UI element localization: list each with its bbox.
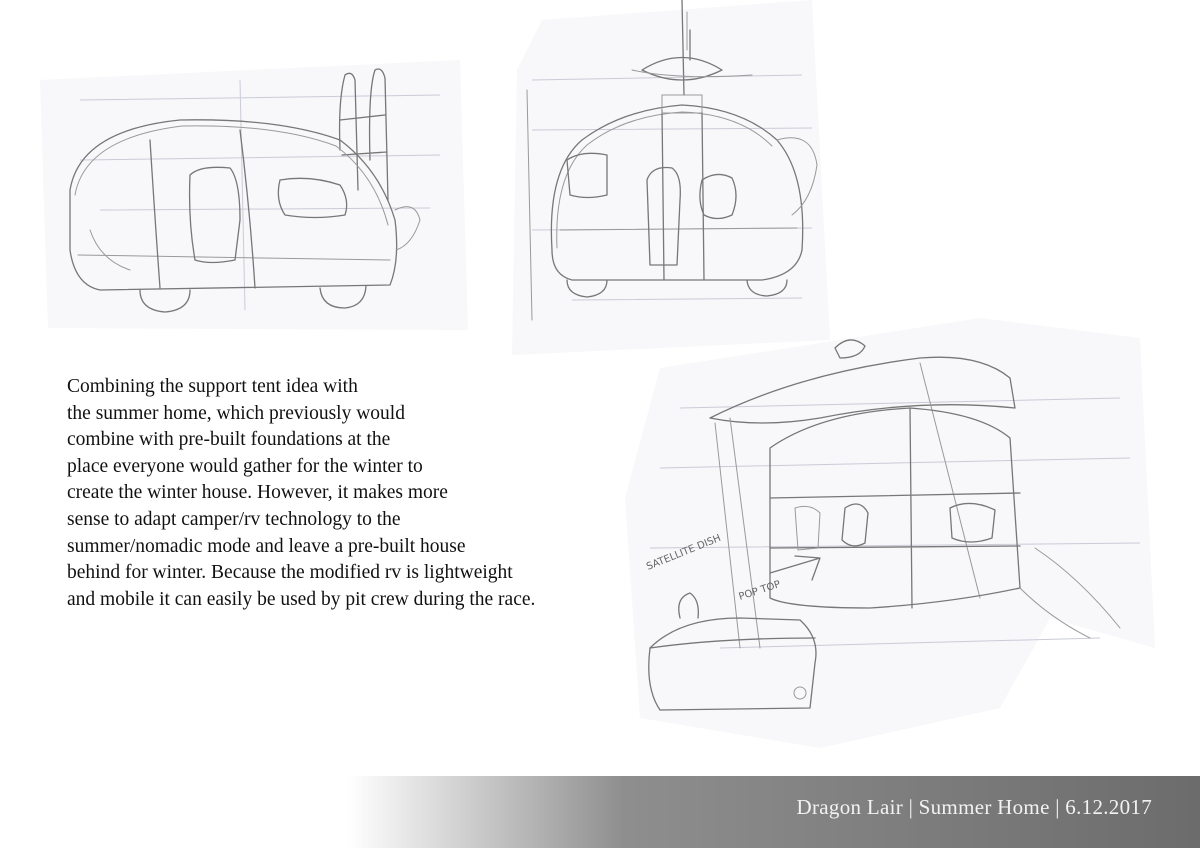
sketch-camper-rear-view — [512, 0, 842, 355]
sketch-camper-side-view — [40, 60, 470, 340]
footer-caption: Dragon Lair | Summer Home | 6.12.2017 — [796, 795, 1152, 819]
description-line-3: combine with pre-built foundations at the — [67, 429, 391, 451]
description-line-5: create the winter house. However, it makes more — [67, 482, 448, 504]
description-line-4: place everyone would gather for the winter to — [67, 455, 423, 477]
description-line-6: sense to adapt camper/rv technology to the — [67, 508, 401, 530]
description-line-8: behind for winter. Because the modified rv is lightweight — [67, 562, 513, 584]
camper-side-sketch-svg — [40, 60, 470, 340]
pop-top-label: POP TOP — [737, 579, 782, 603]
description-line-9: and mobile it can easily be used by pit crew during the race. — [67, 588, 536, 610]
description-line-2: the summer home, which previously would — [67, 402, 405, 424]
description-line-1: Combining the support tent idea with — [67, 376, 358, 397]
sketch-camper-perspective — [620, 318, 1160, 758]
camper-perspective-sketch-svg — [620, 318, 1160, 758]
paper-scrap — [512, 0, 830, 355]
paper-scrap — [625, 318, 1155, 748]
satellite-dish-label: SATELLITE DISH — [645, 532, 723, 573]
description-paragraph — [67, 374, 627, 613]
description-line-7: summer/nomadic mode and leave a pre-built house — [67, 535, 466, 557]
camper-rear-sketch-svg — [512, 0, 842, 355]
